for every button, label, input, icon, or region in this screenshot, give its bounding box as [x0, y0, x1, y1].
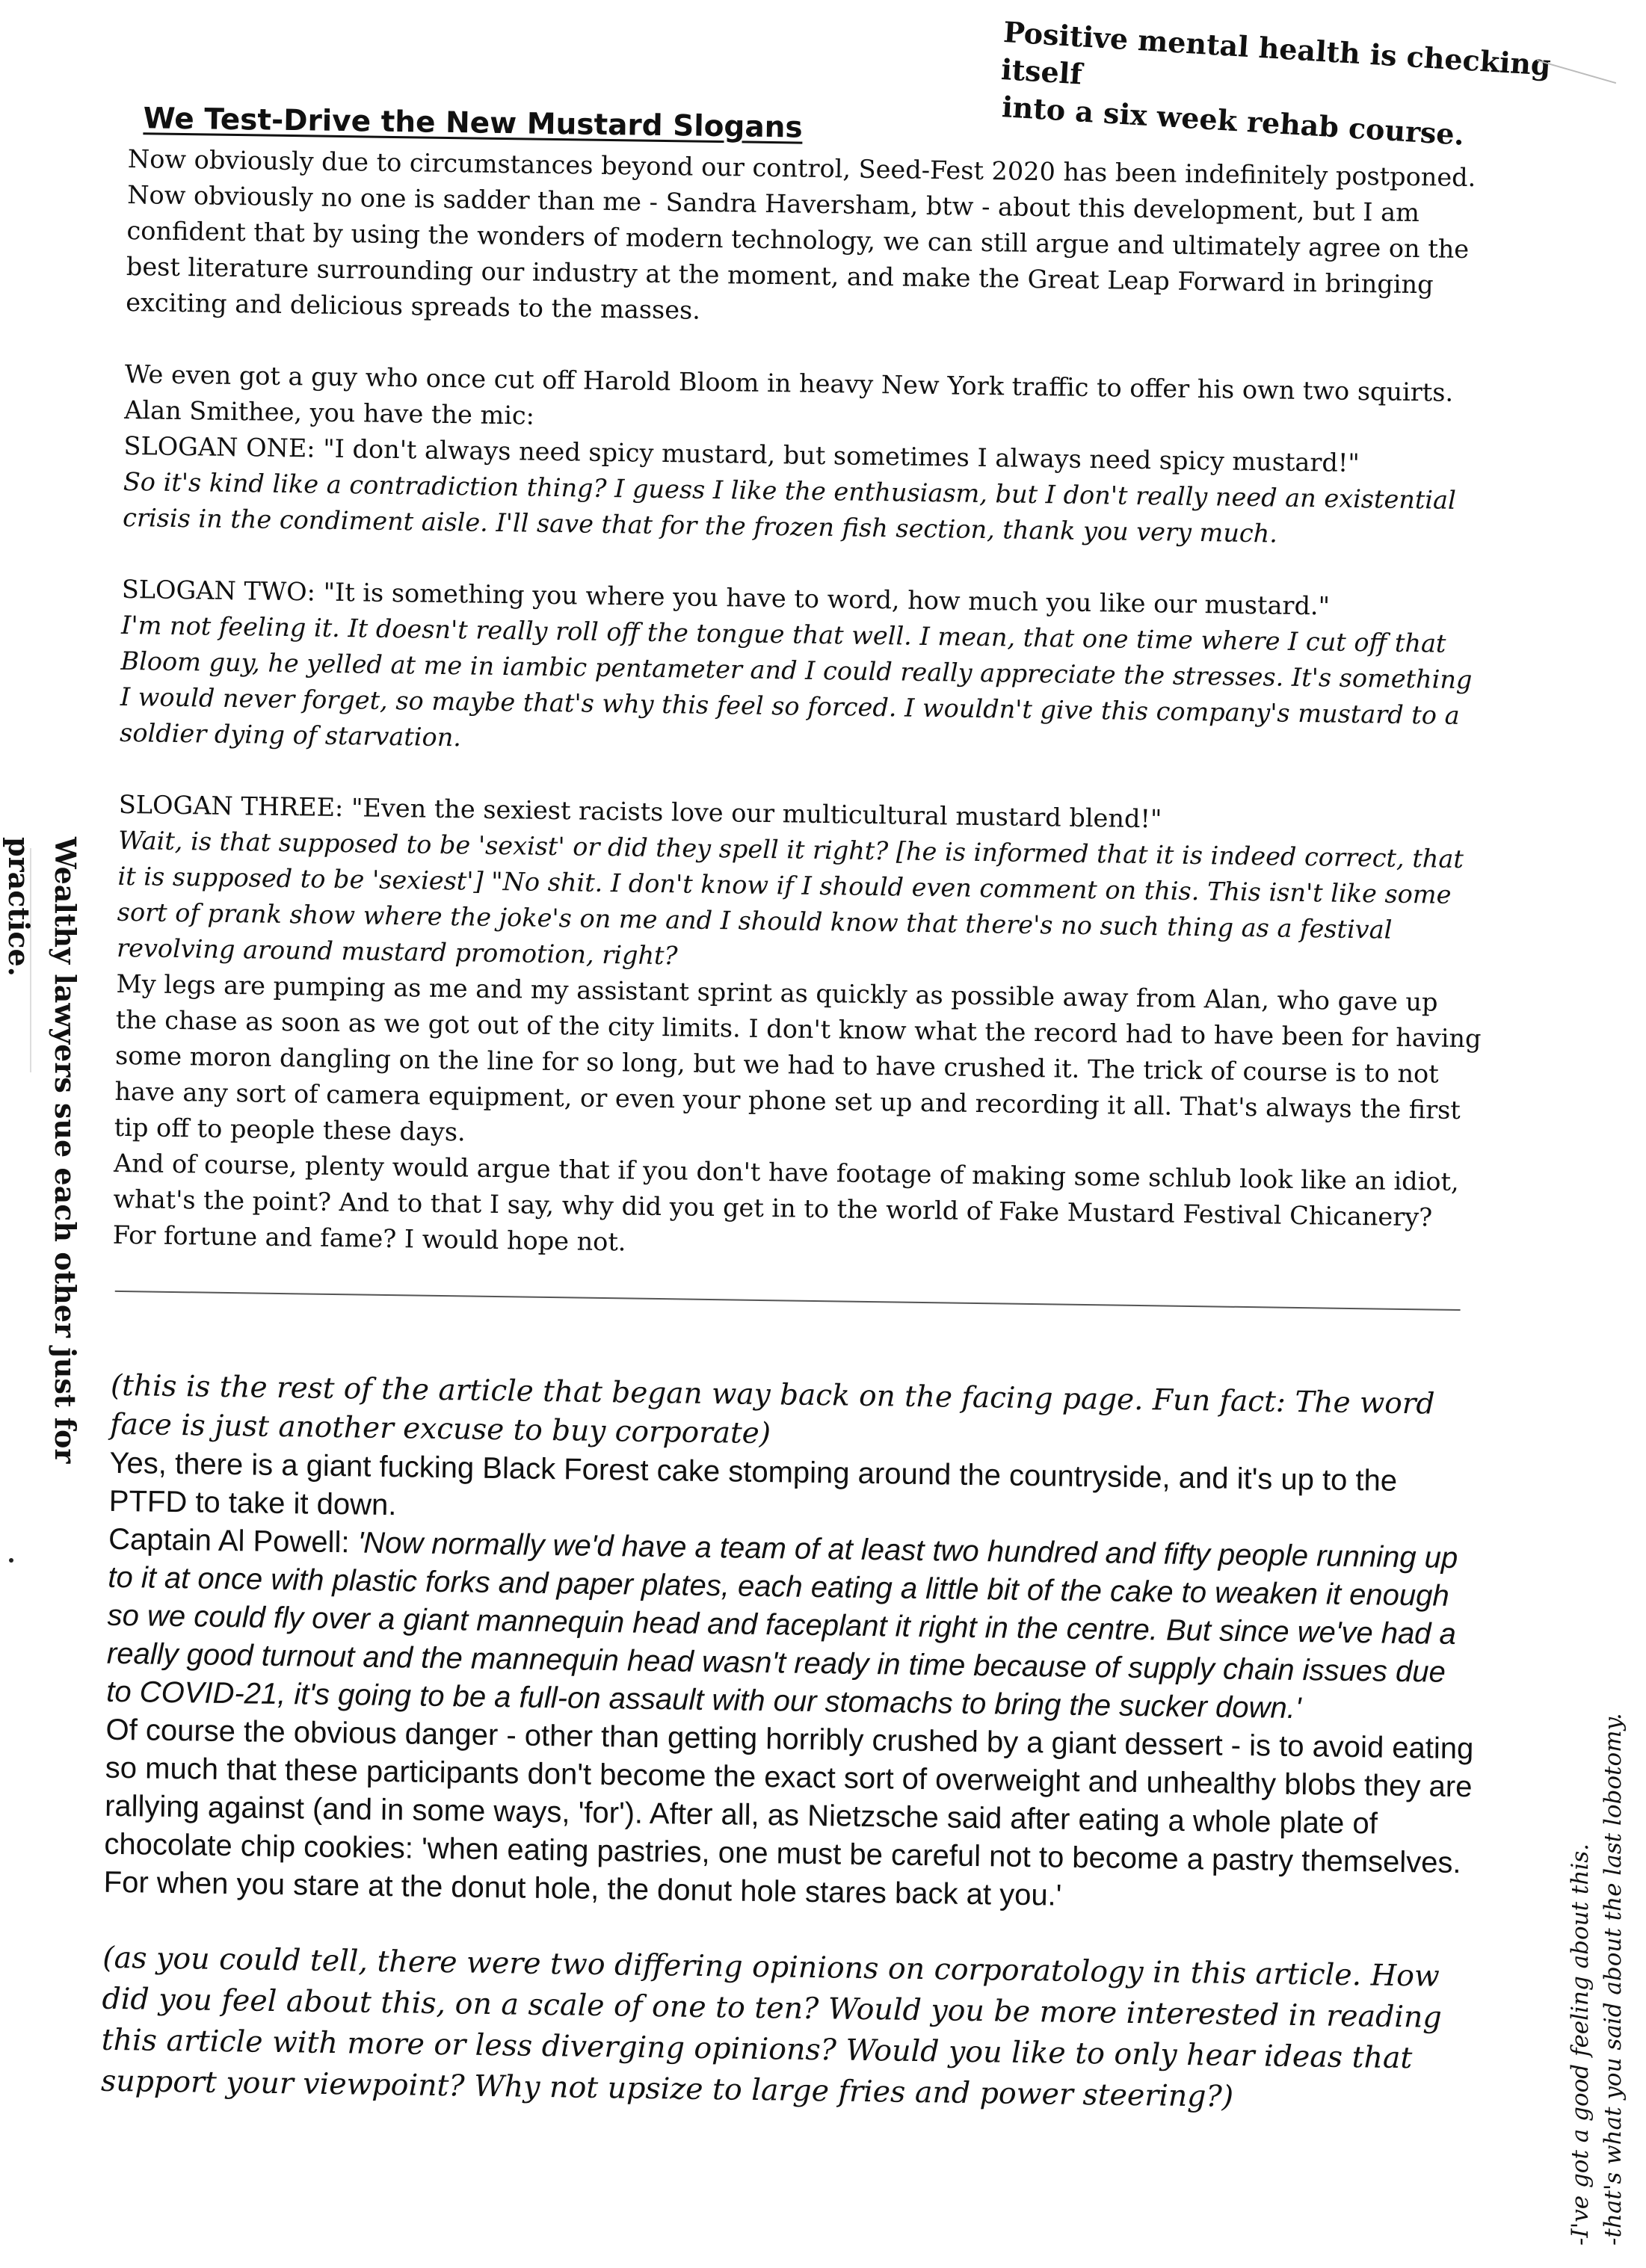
- cake-paragraph: Yes, there is a giant fucking Black Forest cake stomping around the countryside, and it's up to the PTFD to take it down.: [108, 1446, 1398, 1522]
- right-margin-line-1: -I've got a good feeling about this.: [1567, 1843, 1594, 2246]
- closing-paragraph: And of course, plenty would argue that if you don't have footage of making some schlub look like an idiot, what's the point? And to that I say, why did you get in to the world of Fake Mustard Festival Chicanery? For fortune and fame? I would hope not.: [112, 1148, 1459, 1257]
- stray-mark: [9, 1558, 13, 1563]
- guest-paragraph: We even got a guy who once cut off Harold Bloom in heavy New York traffic to offer his own two squirts. Alan Smithee, you have the mic:: [123, 359, 1454, 430]
- captain-quote: 'Now normally we'd have a team of at least two hundred and fifty people running up to it at once with plastic forks and paper plates, each eating a little bit of the cake to weaken it enough so we could fly over a giant mannequin head and faceplant it right in the centre. But since we've had a really good turnout and the mannequin head wasn't ready in time because of supply chain issues due to COVID-21, it's going to be a full-on assault with our stomachs to bring the sucker down.': [105, 1526, 1458, 1725]
- speaker-label: Captain Al Powell:: [108, 1522, 358, 1560]
- left-margin-line-1: Wealthy lawyers sue each other just for: [49, 837, 82, 1464]
- section-divider: [115, 1291, 1461, 1311]
- slogan-one-response: So it's kind like a contradiction thing? I guess I like the enthusiasm, but I don't really need an existential crisis in the condiment aisle. I'll save that for the frozen fish section, thank you very much.: [122, 466, 1457, 549]
- final-note: (as you could tell, there were two differing opinions on corporatology in this article. How did you feel about this, on a scale of one to ten? Would you be more interested in reading this article with more or less diverging opinions? Would you like to only hear ideas that support your viewpoint? Why not upsize to large fries and power steering?): [100, 1940, 1443, 2114]
- slogan-three-response: Wait, is that supposed to be 'sexist' or did they spell it right? [he is informed that it is indeed correct, that it is supposed to be 'sexiest'] "No shit. I don't know if I should even comment on this. This isn't like some sort of prank show where the joke's on me and I should know that there's no such thing as a festival revolving around mustard promotion, right?: [116, 825, 1464, 971]
- continuation-section: [101, 1367, 1479, 2121]
- nietzsche-paragraph: Of course the obvious danger - other than getting horribly crushed by a giant dessert - is to avoid eating so much that these participants don't become the exact sort of overweight and unhealthy blobs they are rallying against (and in some ways, 'for'). After all, as Nietzsche said after eating a whole plate of chocolate chip cookies: 'when eating pastries, one must be careful not to become a pastry themselves. For when you stare at the donut hole, the donut hole stares back at you.': [103, 1713, 1474, 1912]
- left-margin-line-2: practice.: [2, 837, 36, 977]
- continuation-note: (this is the rest of the article that began way back on the facing page. Fun fact: The word face is just another excuse to buy corporate): [109, 1368, 1435, 1451]
- slogan-three: SLOGAN THREE: "Even the sexiest racists love our multicultural mustard blend!": [118, 789, 1162, 834]
- left-margin-joke: [0, 837, 88, 1463]
- intro-paragraph: Now obviously due to circumstances beyond our control, Seed-Fest 2020 has been indefinitely postponed. Now obviously no one is sadder than me - Sandra Haversham, btw - about this development, but I am confident that by using the wonders of modern technology, we can still argue and ultimately agree on the best literature surrounding our industry at the moment, and make the Great Leap Forward in bringing exciting and delicious spreads to the masses.: [125, 143, 1476, 325]
- slogan-two-response: I'm not feeling it. It doesn't really roll off the tongue that well. I mean, that one time where I cut off that Bloom guy, he yelled at me in iambic pentameter and I could really appreciate the stresses. It's something I would never forget, so maybe that's why this feel so forced. I wouldn't give this company's mustard to a soldier dying of starvation.: [119, 610, 1473, 753]
- captain-quote-paragraph: [106, 1521, 1476, 1731]
- slogan-one: SLOGAN ONE: "I don't always need spicy mustard, but sometimes I always need spicy mustard!": [123, 430, 1360, 478]
- escape-paragraph: My legs are pumping as me and my assistant sprint as quickly as possible away from Alan, who gave up the chase as soon as we got out of the city limits. I don't know what the record had to have been for having some moron dangling on the line for so long, but we had to have crushed it. The trick of course is to not have any sort of camera equipment, or even your phone set up and recording it all. That's always the first tip off to people these days.: [114, 968, 1482, 1147]
- clipping-line-1: Positive mental health is checking itself: [1000, 14, 1552, 91]
- clipping-line-2: into a six week rehab course.: [1001, 90, 1466, 152]
- article-body: [101, 101, 1496, 2121]
- article-title: We Test-Drive the New Mustard Slogans: [143, 102, 803, 145]
- right-margin-line-2: -that's what you said about the last lobotomy.: [1600, 1713, 1627, 2246]
- right-margin-joke: [1564, 1713, 1630, 2246]
- slogan-two: SLOGAN TWO: "It is something you where you have to word, how much you like our mustard.": [121, 574, 1331, 621]
